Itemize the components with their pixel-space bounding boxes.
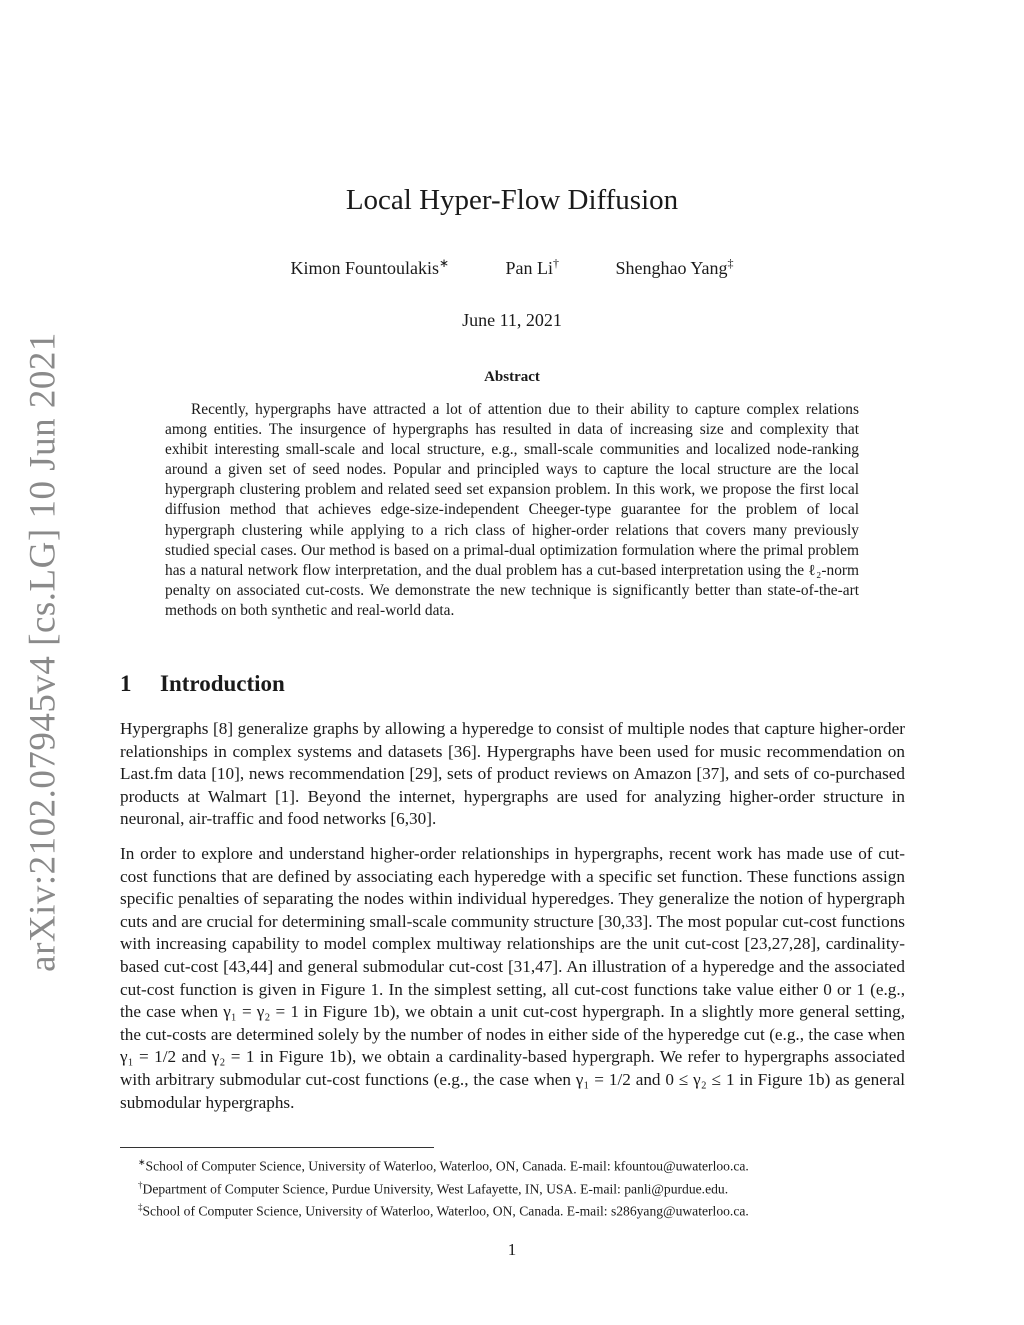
footnote: [138, 1153, 910, 1176]
footnote: [138, 1198, 910, 1221]
abstract-heading: Abstract: [484, 369, 540, 385]
author-mark: ∗: [438, 256, 450, 270]
footnote-divider: [120, 1147, 434, 1148]
footnote-mark: †: [138, 1179, 143, 1190]
publication-date: June 11, 2021: [462, 310, 562, 330]
body-paragraph: Hypergraphs [8] generalize graphs by allowing a hyperedge to consist of multiple nodes that capture higher-order relationships in complex systems and datasets [36]. Hypergraphs have been used for music recommendation on Last.fm data [10], news recommendation [29], sets of product reviews on Amazon [37], and sets of co-purchased products at Walmart [1]. Beyond the internet, hypergraphs are used for analyzing higher-order structure in neuronal, air-traffic and food networks [6,30].: [120, 719, 905, 829]
footnotes: [120, 1153, 910, 1221]
section-number: 1: [120, 671, 132, 696]
footnote-text: School of Computer Science, University of Waterloo, Waterloo, ON, Canada. E-mail: s286yang@uwaterloo.ca.: [142, 1203, 749, 1219]
author-list: [120, 256, 904, 279]
paper-title: Local Hyper-Flow Diffusion: [345, 184, 679, 216]
author-2: [506, 256, 560, 279]
arxiv-identifier-stamp: [14, 332, 72, 972]
footnote-mark: ‡: [138, 1202, 143, 1213]
author-name: Pan Li: [505, 258, 554, 278]
footnote-mark: ∗: [138, 1157, 146, 1167]
author-mark: †: [553, 256, 560, 270]
footnote-text: School of Computer Science, University of Waterloo, Waterloo, ON, Canada. E-mail: kfountou@uwaterloo.ca.: [145, 1158, 749, 1174]
section-heading: [120, 671, 285, 697]
page-number: 1: [507, 1240, 517, 1259]
footnote: [138, 1176, 910, 1199]
author-3: [616, 256, 734, 279]
author-name: Kimon Fountoulakis: [290, 258, 439, 278]
section-title: Introduction: [160, 671, 285, 696]
author-name: Shenghao Yang: [615, 258, 728, 278]
abstract-text: Recently, hypergraphs have attracted a lot of attention due to their ability to capture complex relations among entities. The insurgence of hypergraphs has resulted in data of increasing size and complexity that exhibit interesting small-scale and local structure, e.g., small-scale communities and localized node-ranking around a given set of seed nodes. Popular and principled ways to capture the local structure are the local hypergraph clustering problem and related seed set expansion problem. In this work, we propose the first local diffusion method that achieves edge-size-independent Cheeger-type guarantee for the problem of local hypergraph clustering while applying to a rich class of higher-order relations that covers many previously studied special cases. Our method is based on a primal-dual optimization formulation where the primal problem has a natural network flow interpretation, and the dual problem has a cut-based interpretation using the ℓ₂-norm penalty on associated cut-costs. We demonstrate the new technique is significantly better than state-of-the-art methods on both synthetic and real-world data.: [165, 401, 859, 619]
footnote-text: Department of Computer Science, Purdue University, West Lafayette, IN, USA. E-mail: panli@purdue.edu.: [142, 1181, 729, 1197]
author-1: [290, 256, 449, 279]
author-mark: ‡: [727, 256, 734, 270]
arxiv-identifier-text: arXiv:2102.07945v4 [cs.LG] 10 Jun 2021: [22, 332, 64, 972]
body-paragraph: In order to explore and understand higher-order relationships in hypergraphs, recent work has made use of cut-cost functions that are defined by associating each hyperedge with a specific set function. These functions assign specific penalties of separating the nodes within individual hyperedges. They generalize the notion of hypergraph cuts and are crucial for determining small-scale community structure [30,33]. The most popular cut-cost functions with increasing capability to model complex multiway relationships are the unit cut-cost [23,27,28], cardinality-based cut-cost [43,44] and general submodular cut-cost [31,47]. An illustration of a hyperedge and the associated cut-cost function is given in Figure 1. In the simplest setting, all cut-cost functions take value either 0 or 1 (e.g., the case when γ₁ = γ₂ = 1 in Figure 1b), we obtain a unit cut-cost hypergraph. In a slightly more general setting, the cut-costs are determined solely by the number of nodes in either side of the hyperedge cut (e.g., the case when γ₁ = 1/2 and γ₂ = 1 in Figure 1b), we obtain a cardinality-based hypergraph. We refer to hypergraphs associated with arbitrary submodular cut-cost functions (e.g., the case when γ₁ = 1/2 and 0 ≤ γ₂ ≤ 1 in Figure 1b) as general submodular hypergraphs.: [120, 844, 905, 1112]
